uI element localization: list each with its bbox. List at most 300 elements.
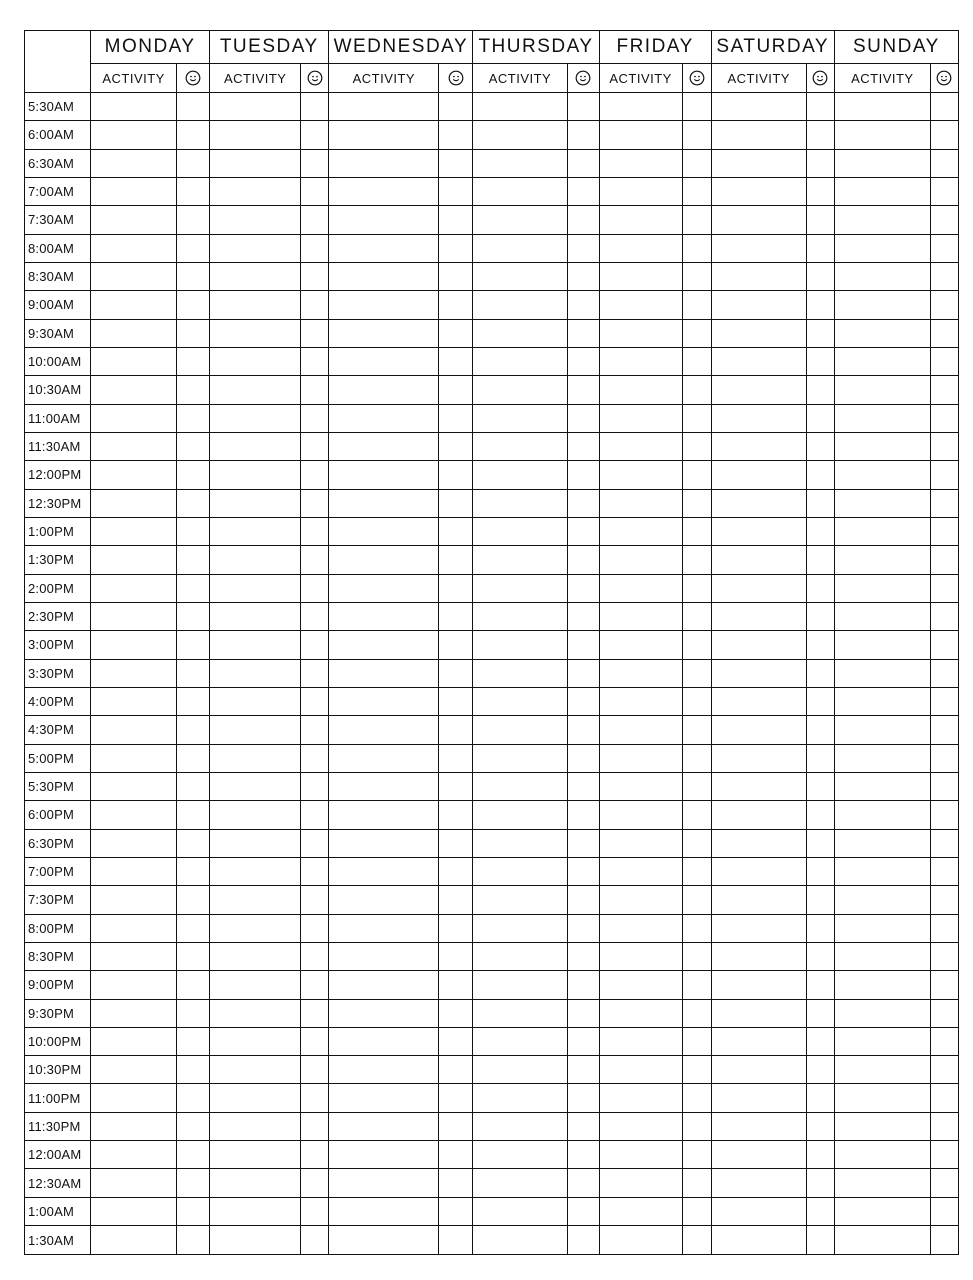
activity-cell-wednesday[interactable]	[329, 376, 439, 404]
activity-cell-monday[interactable]	[91, 971, 177, 999]
mood-cell-monday[interactable]	[177, 574, 210, 602]
mood-cell-wednesday[interactable]	[439, 659, 473, 687]
activity-cell-thursday[interactable]	[473, 489, 567, 517]
mood-cell-wednesday[interactable]	[439, 93, 473, 121]
mood-cell-monday[interactable]	[177, 886, 210, 914]
mood-cell-saturday[interactable]	[806, 772, 834, 800]
activity-cell-sunday[interactable]	[834, 602, 930, 630]
mood-cell-friday[interactable]	[682, 489, 711, 517]
mood-cell-friday[interactable]	[682, 546, 711, 574]
mood-cell-thursday[interactable]	[567, 149, 599, 177]
activity-cell-saturday[interactable]	[711, 149, 806, 177]
activity-cell-tuesday[interactable]	[210, 886, 301, 914]
mood-cell-thursday[interactable]	[567, 461, 599, 489]
mood-cell-tuesday[interactable]	[301, 886, 329, 914]
mood-cell-wednesday[interactable]	[439, 546, 473, 574]
mood-cell-saturday[interactable]	[806, 234, 834, 262]
activity-cell-monday[interactable]	[91, 914, 177, 942]
mood-cell-wednesday[interactable]	[439, 886, 473, 914]
activity-cell-sunday[interactable]	[834, 716, 930, 744]
activity-cell-monday[interactable]	[91, 857, 177, 885]
mood-cell-sunday[interactable]	[930, 376, 958, 404]
mood-cell-wednesday[interactable]	[439, 1056, 473, 1084]
activity-cell-wednesday[interactable]	[329, 206, 439, 234]
mood-cell-tuesday[interactable]	[301, 687, 329, 715]
activity-cell-wednesday[interactable]	[329, 177, 439, 205]
activity-cell-saturday[interactable]	[711, 1112, 806, 1140]
mood-cell-sunday[interactable]	[930, 942, 958, 970]
mood-cell-sunday[interactable]	[930, 716, 958, 744]
activity-cell-tuesday[interactable]	[210, 857, 301, 885]
mood-cell-monday[interactable]	[177, 1197, 210, 1225]
activity-cell-tuesday[interactable]	[210, 744, 301, 772]
mood-cell-sunday[interactable]	[930, 1141, 958, 1169]
activity-cell-tuesday[interactable]	[210, 404, 301, 432]
activity-cell-friday[interactable]	[599, 716, 682, 744]
activity-cell-wednesday[interactable]	[329, 971, 439, 999]
activity-cell-monday[interactable]	[91, 461, 177, 489]
mood-cell-monday[interactable]	[177, 177, 210, 205]
activity-cell-friday[interactable]	[599, 234, 682, 262]
activity-cell-tuesday[interactable]	[210, 517, 301, 545]
mood-cell-thursday[interactable]	[567, 234, 599, 262]
activity-cell-monday[interactable]	[91, 1112, 177, 1140]
activity-cell-friday[interactable]	[599, 631, 682, 659]
mood-cell-thursday[interactable]	[567, 121, 599, 149]
mood-cell-tuesday[interactable]	[301, 517, 329, 545]
mood-cell-thursday[interactable]	[567, 687, 599, 715]
activity-cell-sunday[interactable]	[834, 1226, 930, 1255]
mood-cell-monday[interactable]	[177, 404, 210, 432]
activity-cell-tuesday[interactable]	[210, 574, 301, 602]
mood-cell-friday[interactable]	[682, 1084, 711, 1112]
mood-cell-saturday[interactable]	[806, 1056, 834, 1084]
activity-cell-friday[interactable]	[599, 404, 682, 432]
activity-cell-tuesday[interactable]	[210, 291, 301, 319]
activity-cell-thursday[interactable]	[473, 149, 567, 177]
activity-cell-friday[interactable]	[599, 461, 682, 489]
mood-cell-wednesday[interactable]	[439, 489, 473, 517]
activity-cell-wednesday[interactable]	[329, 659, 439, 687]
mood-cell-friday[interactable]	[682, 971, 711, 999]
activity-cell-saturday[interactable]	[711, 659, 806, 687]
mood-cell-tuesday[interactable]	[301, 149, 329, 177]
activity-cell-wednesday[interactable]	[329, 1027, 439, 1055]
mood-cell-friday[interactable]	[682, 1226, 711, 1255]
activity-cell-sunday[interactable]	[834, 574, 930, 602]
mood-cell-tuesday[interactable]	[301, 1027, 329, 1055]
mood-cell-saturday[interactable]	[806, 461, 834, 489]
mood-cell-sunday[interactable]	[930, 234, 958, 262]
activity-cell-tuesday[interactable]	[210, 631, 301, 659]
activity-cell-saturday[interactable]	[711, 801, 806, 829]
activity-cell-wednesday[interactable]	[329, 574, 439, 602]
activity-cell-monday[interactable]	[91, 772, 177, 800]
mood-cell-saturday[interactable]	[806, 999, 834, 1027]
activity-cell-sunday[interactable]	[834, 999, 930, 1027]
mood-cell-tuesday[interactable]	[301, 93, 329, 121]
mood-cell-sunday[interactable]	[930, 93, 958, 121]
activity-cell-saturday[interactable]	[711, 206, 806, 234]
activity-cell-saturday[interactable]	[711, 262, 806, 290]
mood-cell-friday[interactable]	[682, 206, 711, 234]
activity-cell-tuesday[interactable]	[210, 716, 301, 744]
mood-cell-tuesday[interactable]	[301, 716, 329, 744]
mood-cell-wednesday[interactable]	[439, 857, 473, 885]
mood-cell-sunday[interactable]	[930, 1056, 958, 1084]
mood-cell-saturday[interactable]	[806, 744, 834, 772]
activity-cell-saturday[interactable]	[711, 234, 806, 262]
activity-cell-monday[interactable]	[91, 886, 177, 914]
activity-cell-tuesday[interactable]	[210, 1197, 301, 1225]
activity-cell-saturday[interactable]	[711, 942, 806, 970]
mood-cell-sunday[interactable]	[930, 829, 958, 857]
mood-cell-friday[interactable]	[682, 574, 711, 602]
activity-cell-thursday[interactable]	[473, 1056, 567, 1084]
mood-cell-friday[interactable]	[682, 177, 711, 205]
activity-cell-tuesday[interactable]	[210, 461, 301, 489]
activity-cell-thursday[interactable]	[473, 1197, 567, 1225]
mood-cell-sunday[interactable]	[930, 914, 958, 942]
mood-cell-monday[interactable]	[177, 1169, 210, 1197]
activity-cell-thursday[interactable]	[473, 546, 567, 574]
mood-cell-friday[interactable]	[682, 886, 711, 914]
activity-cell-friday[interactable]	[599, 857, 682, 885]
activity-cell-tuesday[interactable]	[210, 829, 301, 857]
activity-cell-wednesday[interactable]	[329, 744, 439, 772]
mood-cell-friday[interactable]	[682, 999, 711, 1027]
activity-cell-thursday[interactable]	[473, 262, 567, 290]
mood-cell-tuesday[interactable]	[301, 1169, 329, 1197]
activity-cell-thursday[interactable]	[473, 971, 567, 999]
activity-cell-saturday[interactable]	[711, 517, 806, 545]
activity-cell-monday[interactable]	[91, 291, 177, 319]
activity-cell-wednesday[interactable]	[329, 886, 439, 914]
activity-cell-friday[interactable]	[599, 1056, 682, 1084]
mood-cell-friday[interactable]	[682, 801, 711, 829]
mood-cell-saturday[interactable]	[806, 177, 834, 205]
mood-cell-wednesday[interactable]	[439, 716, 473, 744]
activity-cell-wednesday[interactable]	[329, 262, 439, 290]
mood-cell-wednesday[interactable]	[439, 206, 473, 234]
activity-cell-sunday[interactable]	[834, 546, 930, 574]
mood-cell-sunday[interactable]	[930, 546, 958, 574]
mood-cell-wednesday[interactable]	[439, 999, 473, 1027]
activity-cell-friday[interactable]	[599, 574, 682, 602]
mood-cell-friday[interactable]	[682, 857, 711, 885]
mood-cell-saturday[interactable]	[806, 1197, 834, 1225]
activity-cell-wednesday[interactable]	[329, 716, 439, 744]
mood-cell-thursday[interactable]	[567, 602, 599, 630]
mood-cell-friday[interactable]	[682, 149, 711, 177]
activity-cell-sunday[interactable]	[834, 404, 930, 432]
mood-cell-friday[interactable]	[682, 319, 711, 347]
mood-cell-saturday[interactable]	[806, 546, 834, 574]
activity-cell-wednesday[interactable]	[329, 1169, 439, 1197]
mood-cell-wednesday[interactable]	[439, 461, 473, 489]
mood-cell-thursday[interactable]	[567, 93, 599, 121]
mood-cell-monday[interactable]	[177, 262, 210, 290]
activity-cell-wednesday[interactable]	[329, 432, 439, 460]
mood-cell-thursday[interactable]	[567, 376, 599, 404]
activity-cell-sunday[interactable]	[834, 1197, 930, 1225]
mood-cell-sunday[interactable]	[930, 857, 958, 885]
activity-cell-sunday[interactable]	[834, 1084, 930, 1112]
activity-cell-tuesday[interactable]	[210, 432, 301, 460]
activity-cell-friday[interactable]	[599, 206, 682, 234]
activity-cell-monday[interactable]	[91, 1027, 177, 1055]
mood-cell-sunday[interactable]	[930, 772, 958, 800]
activity-cell-monday[interactable]	[91, 801, 177, 829]
activity-cell-thursday[interactable]	[473, 1226, 567, 1255]
activity-cell-saturday[interactable]	[711, 574, 806, 602]
mood-cell-monday[interactable]	[177, 829, 210, 857]
activity-cell-monday[interactable]	[91, 716, 177, 744]
mood-cell-monday[interactable]	[177, 1112, 210, 1140]
activity-cell-saturday[interactable]	[711, 1056, 806, 1084]
mood-cell-friday[interactable]	[682, 744, 711, 772]
activity-cell-sunday[interactable]	[834, 942, 930, 970]
mood-cell-saturday[interactable]	[806, 631, 834, 659]
mood-cell-tuesday[interactable]	[301, 999, 329, 1027]
mood-cell-tuesday[interactable]	[301, 206, 329, 234]
activity-cell-sunday[interactable]	[834, 1027, 930, 1055]
mood-cell-sunday[interactable]	[930, 687, 958, 715]
activity-cell-thursday[interactable]	[473, 376, 567, 404]
mood-cell-sunday[interactable]	[930, 262, 958, 290]
activity-cell-thursday[interactable]	[473, 206, 567, 234]
activity-cell-friday[interactable]	[599, 1027, 682, 1055]
mood-cell-friday[interactable]	[682, 376, 711, 404]
activity-cell-wednesday[interactable]	[329, 602, 439, 630]
mood-cell-monday[interactable]	[177, 517, 210, 545]
activity-cell-friday[interactable]	[599, 1226, 682, 1255]
mood-cell-sunday[interactable]	[930, 999, 958, 1027]
activity-cell-sunday[interactable]	[834, 971, 930, 999]
mood-cell-thursday[interactable]	[567, 914, 599, 942]
mood-cell-thursday[interactable]	[567, 829, 599, 857]
mood-cell-tuesday[interactable]	[301, 376, 329, 404]
activity-cell-monday[interactable]	[91, 942, 177, 970]
activity-cell-sunday[interactable]	[834, 1112, 930, 1140]
mood-cell-saturday[interactable]	[806, 291, 834, 319]
activity-cell-tuesday[interactable]	[210, 376, 301, 404]
mood-cell-monday[interactable]	[177, 347, 210, 375]
activity-cell-thursday[interactable]	[473, 93, 567, 121]
mood-cell-tuesday[interactable]	[301, 574, 329, 602]
mood-cell-tuesday[interactable]	[301, 914, 329, 942]
activity-cell-tuesday[interactable]	[210, 772, 301, 800]
mood-cell-wednesday[interactable]	[439, 262, 473, 290]
activity-cell-monday[interactable]	[91, 177, 177, 205]
mood-cell-tuesday[interactable]	[301, 602, 329, 630]
activity-cell-tuesday[interactable]	[210, 801, 301, 829]
mood-cell-wednesday[interactable]	[439, 404, 473, 432]
mood-cell-wednesday[interactable]	[439, 291, 473, 319]
activity-cell-monday[interactable]	[91, 489, 177, 517]
mood-cell-monday[interactable]	[177, 432, 210, 460]
mood-cell-saturday[interactable]	[806, 1112, 834, 1140]
mood-cell-monday[interactable]	[177, 659, 210, 687]
activity-cell-wednesday[interactable]	[329, 291, 439, 319]
mood-cell-monday[interactable]	[177, 716, 210, 744]
mood-cell-sunday[interactable]	[930, 886, 958, 914]
activity-cell-monday[interactable]	[91, 546, 177, 574]
mood-cell-tuesday[interactable]	[301, 744, 329, 772]
activity-cell-friday[interactable]	[599, 149, 682, 177]
activity-cell-saturday[interactable]	[711, 121, 806, 149]
activity-cell-saturday[interactable]	[711, 602, 806, 630]
mood-cell-tuesday[interactable]	[301, 1197, 329, 1225]
activity-cell-friday[interactable]	[599, 1197, 682, 1225]
mood-cell-friday[interactable]	[682, 1197, 711, 1225]
mood-cell-saturday[interactable]	[806, 1141, 834, 1169]
activity-cell-saturday[interactable]	[711, 93, 806, 121]
mood-cell-friday[interactable]	[682, 602, 711, 630]
activity-cell-saturday[interactable]	[711, 461, 806, 489]
mood-cell-thursday[interactable]	[567, 716, 599, 744]
mood-cell-sunday[interactable]	[930, 121, 958, 149]
activity-cell-monday[interactable]	[91, 1084, 177, 1112]
mood-cell-wednesday[interactable]	[439, 234, 473, 262]
activity-cell-thursday[interactable]	[473, 461, 567, 489]
mood-cell-wednesday[interactable]	[439, 914, 473, 942]
mood-cell-monday[interactable]	[177, 687, 210, 715]
activity-cell-wednesday[interactable]	[329, 347, 439, 375]
activity-cell-saturday[interactable]	[711, 404, 806, 432]
activity-cell-wednesday[interactable]	[329, 461, 439, 489]
activity-cell-saturday[interactable]	[711, 1084, 806, 1112]
mood-cell-thursday[interactable]	[567, 574, 599, 602]
mood-cell-thursday[interactable]	[567, 262, 599, 290]
mood-cell-wednesday[interactable]	[439, 971, 473, 999]
mood-cell-thursday[interactable]	[567, 772, 599, 800]
mood-cell-saturday[interactable]	[806, 602, 834, 630]
activity-cell-saturday[interactable]	[711, 829, 806, 857]
activity-cell-wednesday[interactable]	[329, 1197, 439, 1225]
mood-cell-monday[interactable]	[177, 1027, 210, 1055]
activity-cell-saturday[interactable]	[711, 857, 806, 885]
mood-cell-thursday[interactable]	[567, 1056, 599, 1084]
mood-cell-wednesday[interactable]	[439, 1084, 473, 1112]
mood-cell-wednesday[interactable]	[439, 347, 473, 375]
activity-cell-friday[interactable]	[599, 744, 682, 772]
mood-cell-wednesday[interactable]	[439, 1169, 473, 1197]
activity-cell-tuesday[interactable]	[210, 999, 301, 1027]
activity-cell-friday[interactable]	[599, 319, 682, 347]
mood-cell-thursday[interactable]	[567, 319, 599, 347]
activity-cell-tuesday[interactable]	[210, 1112, 301, 1140]
mood-cell-friday[interactable]	[682, 687, 711, 715]
mood-cell-saturday[interactable]	[806, 319, 834, 347]
mood-cell-wednesday[interactable]	[439, 1141, 473, 1169]
mood-cell-tuesday[interactable]	[301, 319, 329, 347]
activity-cell-sunday[interactable]	[834, 772, 930, 800]
activity-cell-friday[interactable]	[599, 177, 682, 205]
activity-cell-thursday[interactable]	[473, 574, 567, 602]
activity-cell-saturday[interactable]	[711, 971, 806, 999]
activity-cell-monday[interactable]	[91, 149, 177, 177]
mood-cell-saturday[interactable]	[806, 801, 834, 829]
activity-cell-saturday[interactable]	[711, 631, 806, 659]
activity-cell-monday[interactable]	[91, 347, 177, 375]
mood-cell-saturday[interactable]	[806, 829, 834, 857]
mood-cell-tuesday[interactable]	[301, 801, 329, 829]
mood-cell-monday[interactable]	[177, 914, 210, 942]
activity-cell-monday[interactable]	[91, 1226, 177, 1255]
activity-cell-monday[interactable]	[91, 319, 177, 347]
activity-cell-sunday[interactable]	[834, 149, 930, 177]
activity-cell-friday[interactable]	[599, 347, 682, 375]
mood-cell-saturday[interactable]	[806, 347, 834, 375]
activity-cell-friday[interactable]	[599, 602, 682, 630]
mood-cell-wednesday[interactable]	[439, 1226, 473, 1255]
mood-cell-friday[interactable]	[682, 659, 711, 687]
activity-cell-tuesday[interactable]	[210, 914, 301, 942]
mood-cell-thursday[interactable]	[567, 1197, 599, 1225]
mood-cell-saturday[interactable]	[806, 432, 834, 460]
mood-cell-saturday[interactable]	[806, 687, 834, 715]
activity-cell-friday[interactable]	[599, 659, 682, 687]
mood-cell-friday[interactable]	[682, 772, 711, 800]
mood-cell-sunday[interactable]	[930, 1226, 958, 1255]
activity-cell-saturday[interactable]	[711, 744, 806, 772]
mood-cell-saturday[interactable]	[806, 1027, 834, 1055]
mood-cell-wednesday[interactable]	[439, 177, 473, 205]
activity-cell-saturday[interactable]	[711, 999, 806, 1027]
activity-cell-sunday[interactable]	[834, 914, 930, 942]
activity-cell-monday[interactable]	[91, 432, 177, 460]
mood-cell-sunday[interactable]	[930, 461, 958, 489]
mood-cell-tuesday[interactable]	[301, 1112, 329, 1140]
activity-cell-thursday[interactable]	[473, 914, 567, 942]
activity-cell-thursday[interactable]	[473, 1084, 567, 1112]
mood-cell-sunday[interactable]	[930, 319, 958, 347]
activity-cell-thursday[interactable]	[473, 234, 567, 262]
activity-cell-thursday[interactable]	[473, 319, 567, 347]
mood-cell-friday[interactable]	[682, 404, 711, 432]
activity-cell-saturday[interactable]	[711, 1226, 806, 1255]
activity-cell-wednesday[interactable]	[329, 1084, 439, 1112]
activity-cell-saturday[interactable]	[711, 546, 806, 574]
mood-cell-sunday[interactable]	[930, 149, 958, 177]
activity-cell-thursday[interactable]	[473, 631, 567, 659]
activity-cell-friday[interactable]	[599, 432, 682, 460]
mood-cell-sunday[interactable]	[930, 206, 958, 234]
activity-cell-saturday[interactable]	[711, 716, 806, 744]
activity-cell-tuesday[interactable]	[210, 262, 301, 290]
activity-cell-thursday[interactable]	[473, 1169, 567, 1197]
mood-cell-sunday[interactable]	[930, 1169, 958, 1197]
activity-cell-monday[interactable]	[91, 206, 177, 234]
mood-cell-monday[interactable]	[177, 93, 210, 121]
activity-cell-thursday[interactable]	[473, 404, 567, 432]
mood-cell-monday[interactable]	[177, 942, 210, 970]
activity-cell-thursday[interactable]	[473, 1141, 567, 1169]
mood-cell-monday[interactable]	[177, 631, 210, 659]
activity-cell-thursday[interactable]	[473, 801, 567, 829]
activity-cell-friday[interactable]	[599, 93, 682, 121]
mood-cell-wednesday[interactable]	[439, 602, 473, 630]
mood-cell-wednesday[interactable]	[439, 687, 473, 715]
mood-cell-tuesday[interactable]	[301, 489, 329, 517]
activity-cell-wednesday[interactable]	[329, 1226, 439, 1255]
activity-cell-sunday[interactable]	[834, 376, 930, 404]
activity-cell-wednesday[interactable]	[329, 121, 439, 149]
mood-cell-friday[interactable]	[682, 432, 711, 460]
activity-cell-thursday[interactable]	[473, 432, 567, 460]
activity-cell-sunday[interactable]	[834, 206, 930, 234]
